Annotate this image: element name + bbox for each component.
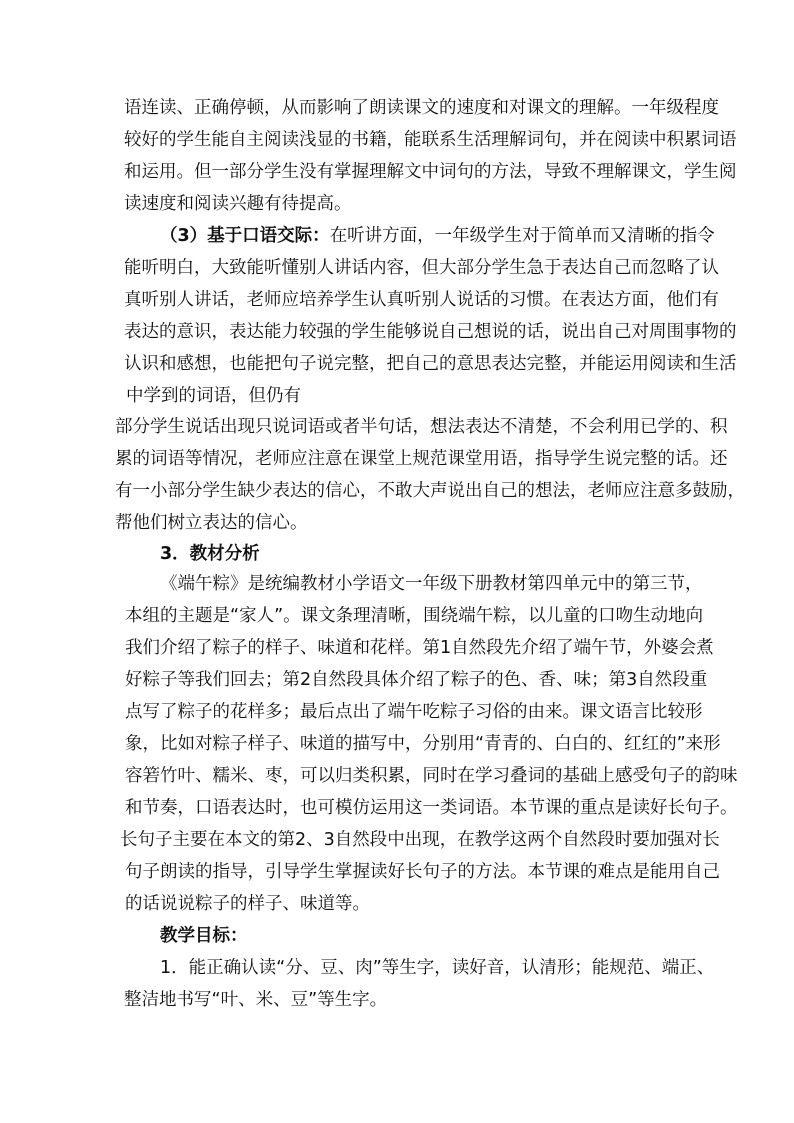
- text-line: 长句子主要在本文的第2、3自然段中出现，在教学这两个自然段时要加强对长: [120, 830, 720, 850]
- text-line: 语连读、正确停顿，从而影响了朗读课文的速度和对课文的理解。一年级程度: [124, 98, 719, 118]
- text-line: 的话说说粽子的样子、味道等。: [125, 894, 370, 914]
- text-line: 好粽子等我们回去；第2自然段具体介绍了粽子的色、香、味；第3自然段重: [125, 670, 708, 690]
- text-line: 认识和感想，也能把句子说完整，把自己的意思表达完整，并能运用阅读和生活: [124, 354, 737, 374]
- text-line: 读速度和阅读兴趣有待提高。: [124, 194, 352, 214]
- text-line: 容箬竹叶、糯米、枣，可以归类积累，同时在学习叠词的基础上感受句子的韵味: [125, 766, 738, 786]
- text-line: 中学到的词语，但仍有: [126, 386, 301, 406]
- oral-communication-heading: （3）基于口语交际：: [160, 226, 330, 246]
- text-line: 累的词语等情况，老师应注意在课堂上规范课堂用语，指导学生说完整的话。还: [115, 449, 728, 469]
- text-line: 和运用。但一部分学生没有掌握理解文中词句的方法，导致不理解课文，学生阅: [124, 162, 737, 182]
- text-line: 部分学生说话出现只说词语或者半句话，想法表达不清楚，不会利用已学的、积: [115, 417, 728, 437]
- text-line: 能听明白，大致能听懂别人讲话内容，但大部分学生急于表达自己而忽略了认: [124, 258, 719, 278]
- text-line: 帮他们树立表达的信心。: [115, 513, 308, 533]
- text-line: 有一小部分学生缺少表达的信心，不敢大声说出自己的想法，老师应注意多鼓励，: [115, 481, 745, 501]
- text-line: 表达的意识，表达能力较强的学生能够说自己想说的话，说出自己对周围事物的: [124, 322, 737, 342]
- text-line: 句子朗读的指导，引导学生掌握读好长句子的方法。本节课的难点是能用自己: [125, 862, 720, 882]
- section-heading-textbook-analysis: 3．教材分析: [160, 544, 260, 564]
- text-line: 本组的主题是“家人”。课文条理清晰，围绕端午粽，以儿童的口吻生动地向: [125, 606, 704, 626]
- oral-communication-text: 在听讲方面，一年级学生对于简单而又清晰的指令: [329, 226, 715, 246]
- text-line: 点写了粽子的花样多；最后点出了端午吃粽子习俗的由来。课文语言比较形: [125, 702, 703, 722]
- text-line: 象，比如对粽子样子、味道的描写中，分别用“青青的、白白的、红红的”来形: [125, 734, 721, 754]
- section-heading-teaching-goals: 教学目标：: [160, 926, 248, 946]
- text-line: 真听别人讲话，老师应培养学生认真听别人说话的习惯。在表达方面，他们有: [124, 290, 719, 310]
- text-line: 《端午粽》是统编教材小学语文一年级下册教材第四单元中的第三节，: [160, 574, 703, 594]
- text-line: 我们介绍了粽子的样子、味道和花样。第1自然段先介绍了端午节，外婆会煮: [125, 638, 714, 658]
- text-line: 较好的学生能自主阅读浅显的书籍，能联系生活理解词句，并在阅读中积累词语: [124, 130, 737, 150]
- text-line: 1．能正确认读“分、豆、肉”等生字，读好音，认清形；能规范、端正、: [160, 958, 715, 978]
- text-line: 整洁地书写“叶、米、豆”等生字。: [124, 990, 388, 1010]
- oral-communication-paragraph-start: [160, 225, 715, 249]
- text-line: 和节奏，口语表达时，也可模仿运用这一类词语。本节课的重点是读好长句子。: [125, 798, 738, 818]
